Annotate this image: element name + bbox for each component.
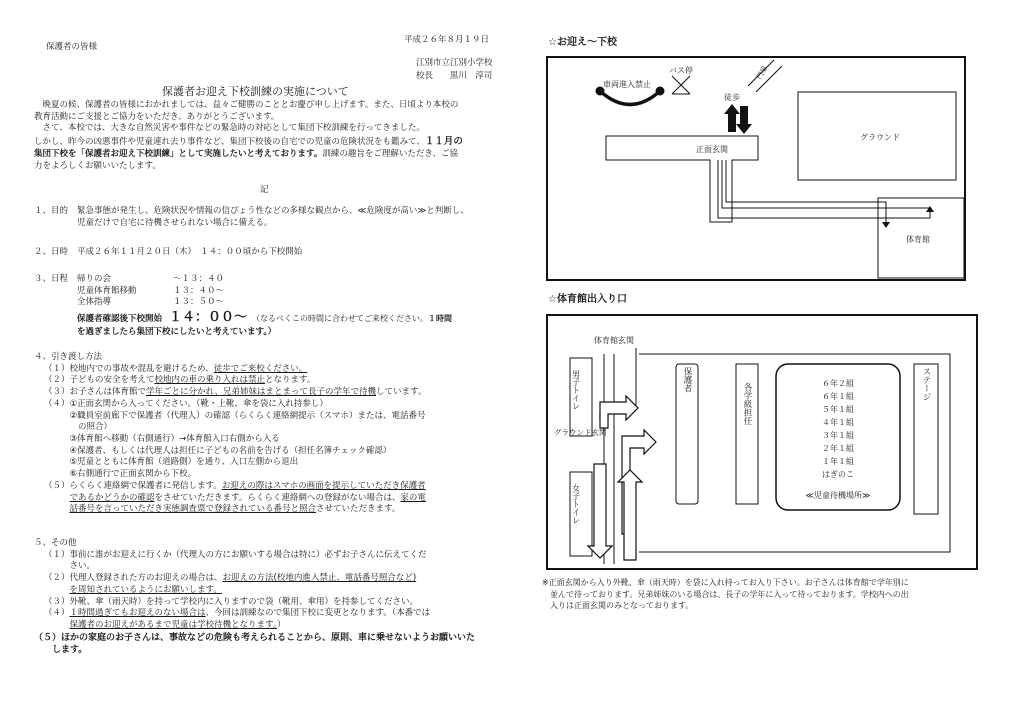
map1-heading: ☆お迎え～下校 [548,37,617,48]
girls-toilet-label: 女子トイレ [571,484,581,524]
schedule-item: 児童体育館移動 [77,285,137,296]
entrance-label: 正面玄関 [696,145,728,154]
datetime-text: 平成２６年１１月２０日（木） １４：００頃から下校開始 [77,247,303,257]
step-list [70,399,426,481]
gate-label: 門扉 [755,64,770,81]
item-text-underlined: 学年ごとに分かれ、兄弟姉妹はまとまって長子の学年で待機 [146,387,377,398]
schedule-row [77,297,224,309]
schedule-list [77,274,224,309]
gym-entrance-map [546,314,982,572]
item-text [70,375,316,387]
recipient: 保護者の皆様 [46,42,98,52]
step: ①正面玄関から入ってください。（靴・上靴、傘を袋に入れ持参し） [69,398,328,409]
handover-item [44,399,512,481]
class-label: ６年２組 [822,379,854,388]
body-line [34,149,512,161]
body-line [34,135,512,149]
body-line-text: しかし、昨今の凶悪事件や児童連れ去り事件など、集団下校後の自宅での児童の危険状況をも鑑みて、 [34,137,425,148]
step: の照合） [69,422,113,433]
body-line-text: 訓練の趣旨をご理解いただき、ご協 [322,148,458,159]
item-num: （２） [44,573,70,584]
handover-item [44,364,512,376]
guardian-label: 保護者 [682,367,692,393]
item-line [70,493,426,505]
item-line: 外靴、傘（雨天時）を持って学校内に入りますので袋（靴用、傘用）を持参してください。 [69,596,419,607]
item-line [70,608,431,620]
no-entry-dot [656,87,665,96]
step: ⑥右側通行で正面玄関から下校。 [69,469,197,480]
item-text-post: しています。 [376,387,427,398]
pickup-route-map [546,56,966,282]
note-line: ※正面玄関から入り外靴、傘（雨天時）を袋に入れ持ってお入り下さい。お子さんは体育館で学年別に [542,578,909,587]
class-label: ５年１組 [822,405,854,414]
item-text-underlined: １時間過ぎてもお迎えのない場合は [69,608,206,619]
purpose-text: 緊急事態が発生し、危険状況や情報の信ぴょう性などの多様な観点から、≪危険度が高い≫と判断し、 [77,206,469,216]
item-text-underlined: 校地内の車の乗り入れは禁止 [154,375,266,386]
principal-name: 黒川 淳司 [449,71,493,81]
body-line: 晩夏の候、保護者の皆様におかれましては、益々ご健勝のこととお慶び申し上げます。また、日頃より本校の [34,100,459,110]
item-line [70,481,426,493]
handover-item [44,481,512,516]
enter-arrow-stem [600,414,608,428]
note-line: 並んで待っております。兄弟姉妹のいる場合は、長子の学年に入って待っております。学校内への出 [550,589,909,599]
item-line: します。 [34,645,88,656]
item-text-pre: 代理人登録された方のお迎えの場合は、 [69,573,223,584]
section-title: ５、その他 [34,538,77,548]
pickup-note: （なるべくこの時間に合わせてご来校ください。 [252,314,429,324]
item-text-block [70,481,426,516]
letter-date: 平成２６年８月１９日 [404,35,490,45]
map2-heading: ☆体育館出入り口 [548,294,627,305]
body-line: 教育活動にご支援とご協力をいただき、ありがとうございます。 [34,111,280,122]
schedule-item: 帰りの会 [77,274,112,284]
item-text-underlined: 家の電 [400,492,426,503]
item-text [70,364,308,376]
section-label: ３、日程 [34,274,69,284]
handover-item [44,387,512,399]
handover-item [44,375,512,387]
step: ②職員室前廊下で保護者（代理人）の確認（らくらく連絡網提示（スマホ）または、電話番号 [69,410,426,421]
schedule-row [77,286,224,298]
other-item [44,597,512,609]
gym-entrance-label: 体育館玄関 [594,336,634,345]
section-label: ２、日時 [34,247,69,257]
item-line [70,504,426,516]
ground-label: グラウンド [860,133,900,142]
section-schedule [34,274,512,339]
purpose-text: 児童だけで自宅に待機させられない場合に備える。 [77,217,273,228]
principal-role: 校長 [416,71,434,81]
schedule-item: 全体指導 [77,297,112,308]
other-item [44,608,512,631]
bus-stop-label: バス停 [669,66,693,75]
map2-frame [547,315,977,569]
schedule-time: ～１３：４０ [173,274,225,284]
body-bold-month: １１月の [424,136,463,148]
letter-body [34,100,512,172]
class-label: １年１組 [822,457,854,466]
ground-entrance-label: グラウンド玄関 [554,428,607,437]
item-text-post: ） [277,620,286,631]
map2-note [542,577,909,612]
item-text-post: 、今回は訓練なので集団下校に変更となります。（本番では [205,608,431,619]
step: ③体育館へ移動（右側通行）→体育館入口右側から入る [69,434,280,445]
class-label: ２年１組 [822,444,854,453]
item-num: （３） [44,596,70,607]
step: ④保護者、もしくは代理人は担任に子どもの名前を告げる（担任名簿チェック確認） [69,445,392,456]
body-line: 力をよろしくお願いいたします。 [34,160,161,171]
item-num: （３） [44,387,70,398]
item-text-underlined: 保護者のお迎えがあるまで児童は学校待機となります。 [69,620,278,631]
item-text-underlined: 話番号を言っていただき実態調査票で登録されている番号と照合 [69,504,317,515]
section-other [34,538,512,657]
class-label: はぎのこ [822,470,854,479]
schedule-time: １３：４０～ [173,285,225,296]
item-line: さい。 [69,561,96,572]
section-datetime [34,247,512,259]
item-line [70,573,417,585]
other-item-5 [34,632,512,657]
item-text-block [70,550,427,573]
other-item [44,550,512,573]
section-handover [34,352,512,516]
item-text-post: となります。 [265,375,316,386]
walk-label: 徒歩 [724,93,740,102]
item-line: を周知されているようにお願いします。 [69,584,222,595]
item-line [70,620,431,632]
section-purpose [34,206,512,229]
item-text-underlined: お迎えの際はスマホの画面を提示していただき保護者 [221,480,426,491]
item-text-underlined: お迎えの方法(校地内進入禁止、電話番号照合など) [222,573,417,584]
class-label: ３年１組 [822,431,854,440]
gym-label: 体育館 [906,235,930,244]
pickup-line-2: を過ぎましたら集団下校にしたいと考えています。） [77,327,277,338]
body-line: さて、本校では、大きな自然災害や事件などの緊急時の対応として集団下校訓練を行ってきました。 [34,123,425,134]
pickup-line [34,309,512,327]
item-text-pre: らくらく連絡網で保護者に発信します。 [69,480,222,491]
step: ⑤児童とともに体育館（道路側）を通り、入口左側から退出 [69,457,299,468]
item-text-pre: 校地内での事故や混乱を避けるため、 [69,363,214,374]
item-text-pre: お子さんは体育館で [69,387,147,398]
teachers-label: 各学級担任 [742,382,752,426]
no-entry-label: 車両進入禁止 [603,80,651,89]
item-num: （４） [44,608,70,619]
note-line: 入りは正面玄関のみとなっております。 [550,601,694,611]
schedule-row [77,274,224,286]
item-text-block [70,608,431,631]
letter-title: 保護者お迎え下校訓練の実施について [162,85,349,98]
item-num: （２） [44,375,70,386]
item-num: （４） [44,398,70,409]
item-line: （５）ほかの家庭のお子さんは、事故などの危険も考えられることから、原則、車に乗せないようお願いいた [34,632,476,643]
pickup-label: 保護者確認後下校開始 [77,314,163,325]
class-label: ４年１組 [822,418,854,427]
section-title: ４、引き渡し方法 [34,352,103,362]
pickup-bold-tail: １時間 [428,314,453,324]
other-item [44,573,512,596]
item-text-post: させていただきます。 [316,504,401,515]
item-text-post: をさせていただきます。らくらく連絡網への登録がない場合は、 [154,492,401,503]
item-line: 事前に誰がお迎えに行くか（代理人の方にお願いする場合は特に）必ずお子さんに伝えてくだ [69,549,427,560]
school-name: 江別市立江別小学校 [416,58,493,68]
waiting-label: ≪児童待機場所≫ [805,491,871,500]
section-label: １、目的 [34,206,69,216]
class-label: ６年１組 [822,392,854,401]
principal [416,71,492,83]
item-num: （５） [44,480,70,491]
item-text-underlined: 徒歩でご来校ください。 [213,363,308,374]
item-num: （１） [44,363,70,374]
item-text-pre: 子どもの安全を考えて [69,375,155,386]
stage-label: ステージ [921,367,931,401]
item-num: （１） [44,549,70,560]
item-text [70,387,427,399]
ki-label: 記 [260,185,269,195]
item-text-underlined: であるかどうかの確認 [69,492,155,503]
boys-toilet-label: 男子トイレ [571,370,581,410]
body-bold-sentence: 集団下校を「保護者お迎え下校訓練」として実施したいと考えております。 [34,148,323,159]
item-text-block [70,573,417,596]
schedule-time: １３：５０～ [173,297,225,308]
pickup-time: １４：００～ [169,310,248,326]
